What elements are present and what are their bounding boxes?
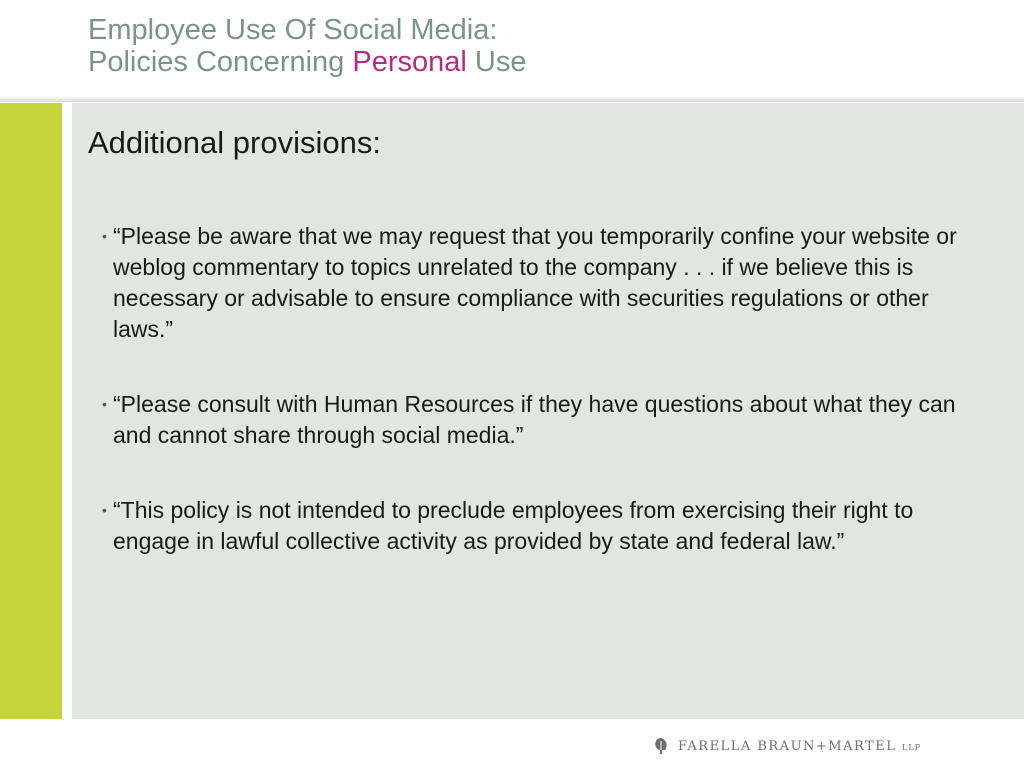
title-line-1: Employee Use Of Social Media: [88, 14, 498, 46]
leaf-icon [654, 738, 668, 754]
title-line-2 [88, 46, 988, 78]
header-shadow [0, 96, 1024, 102]
slide-title [88, 14, 988, 78]
title-line-2-end: Use [466, 46, 527, 78]
list-item: • “Please be aware that we may request that you temporarily confine your website or weblog commentary to topics unrelated to the company . . . if we believe this is necessary or advisable to ensure compliance with securities regulations or other laws.” [102, 221, 982, 345]
logo-name: FARELLA BRAUN+MARTEL [678, 738, 897, 754]
logo-suffix: LLP [902, 742, 922, 752]
provisions-list [102, 221, 982, 601]
green-sidebar-bar [0, 103, 62, 719]
content-panel [72, 103, 1024, 719]
logo-wordmark [678, 739, 921, 754]
title-accent-word: Personal [352, 46, 467, 78]
firm-logo [654, 737, 921, 755]
list-item: • “Please consult with Human Resources if they have questions about what they can and cannot share through social media.” [102, 389, 982, 451]
sidebar-separator [62, 103, 72, 719]
title-line-2-start: Policies Concerning [88, 46, 353, 78]
section-heading: Additional provisions: [88, 125, 381, 160]
list-item: • “This policy is not intended to preclude employees from exercising their right to engage in lawful collective activity as provided by state and federal law.” [102, 495, 982, 557]
